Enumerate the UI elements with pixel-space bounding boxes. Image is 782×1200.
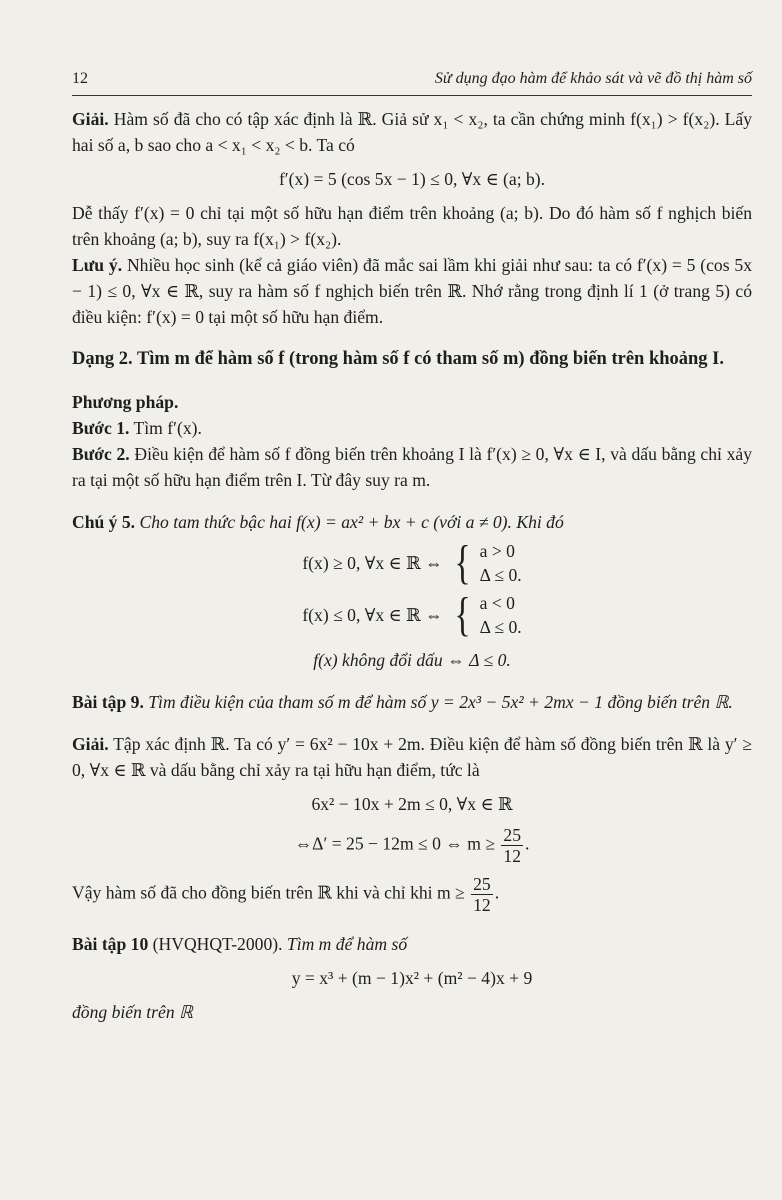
section-heading-dang-2: Dạng 2. Tìm m để hàm số f (trong hàm số f có tham số m) đồng biến trên khoảng I. xyxy=(72,349,725,369)
left-brace-icon: { xyxy=(454,536,471,589)
step-2-text: Điều kiện để hàm số f đồng biến trên khoảng I là f′(x) ≥ 0, ∀x ∈ I, và dấu bằng chỉ xảy ra tại một số hữu hạn điểm trên I. Từ đây suy ra m. xyxy=(72,444,753,490)
remark-label: Chú ý 5. xyxy=(72,512,136,532)
exercise-10 xyxy=(72,931,752,957)
page-number: 12 xyxy=(72,70,88,87)
step-1-text: Tìm f′(x). xyxy=(133,418,202,438)
note-label: Lưu ý. xyxy=(72,255,123,275)
solution-1-conclusion: Dễ thấy f′(x) = 0 chỉ tại một số hữu hạn điểm trên khoảng (a; b). Do đó hàm số f nghịch biến trên khoảng (a; b), suy ra f(x₁) > f(x₂). xyxy=(72,203,752,249)
condition-system-2 xyxy=(72,588,752,641)
system-1-left: f(x) ≥ 0, ∀x ∈ ℝ ⇔ xyxy=(302,553,443,573)
solution-label: Giải. xyxy=(72,109,109,129)
step-2-label: Bước 2. xyxy=(72,444,130,464)
sign-condition-text: f(x) không đổi dấu ⇔ Δ ≤ 0. xyxy=(313,650,511,670)
fraction-numerator: 25 xyxy=(473,874,491,894)
system-1-line-1: a > 0 xyxy=(479,541,515,561)
derivative-formula: f′(x) = 5 (cos 5x − 1) ≤ 0, ∀x ∈ (a; b). xyxy=(278,169,546,189)
solution-9-label: Giải. xyxy=(72,734,109,754)
solution-9-text: Tập xác định ℝ. Ta có y′ = 6x² − 10x + 2m. Điều kiện để hàm số đồng biến trên ℝ là y′ ≥ 0, ∀x ∈ ℝ và dấu bằng chỉ xảy ra tại hữu hạn điểm, tức là xyxy=(72,734,752,780)
exercise-10-tail xyxy=(72,999,752,1025)
step-1-label: Bước 1. xyxy=(72,418,130,438)
method-step-1 xyxy=(72,415,752,441)
left-brace-icon: { xyxy=(454,588,471,641)
equation-2: ⇔Δ′ = 25 − 12m ≤ 0 ⇔ m ≥ $\frac{25}{12}$ . xyxy=(294,825,530,866)
method-heading: Phương pháp. xyxy=(72,392,179,412)
method-step-2 xyxy=(72,441,752,493)
remark-text: Cho tam thức bậc hai f(x) = ax² + bx + c (với a ≠ 0). Khi đó xyxy=(139,512,564,532)
equation-2-text: ⇔Δ′ = 25 − 12m ≤ 0 ⇔ m ≥ xyxy=(294,833,496,854)
exercise-10-text: Tìm m để hàm số xyxy=(286,934,408,954)
exercise-10-source: (HVQHQT-2000). xyxy=(152,934,283,954)
exercise-9-label: Bài tập 9. xyxy=(72,692,144,712)
conclusion-text: Vậy hàm số đã cho đồng biến trên ℝ khi và chỉ khi m ≥ xyxy=(72,882,465,903)
fraction xyxy=(501,825,523,866)
remark-5 xyxy=(72,509,752,535)
system-2-line-1: a < 0 xyxy=(479,593,515,613)
page-header xyxy=(72,66,752,96)
fraction-numerator: 25 xyxy=(503,825,522,845)
running-title: Sử dụng đạo hàm để khảo sát và vẽ đồ thị hàm số xyxy=(434,70,752,87)
fraction-denominator: 12 xyxy=(503,846,522,866)
note-text: Nhiều học sinh (kể cả giáo viên) đã mắc sai lầm khi giải như sau: ta có f′(x) = 5 (cos 5x − 1) ≤ 0, ∀x ∈ ℝ, suy ra hàm số f nghịch biến trên ℝ. Nhớ rằng trong định lí 1 (ở trang 5) có điều kiện: f′(x) = 0 tại một số hữu hạn điểm. xyxy=(72,255,753,327)
system-1-line-2: Δ ≤ 0. xyxy=(479,565,522,585)
system-2-line-2: Δ ≤ 0. xyxy=(479,617,522,637)
exercise-10-formula: y = x³ + (m − 1)x² + (m² − 4)x + 9 xyxy=(291,968,533,988)
fraction-denominator: 12 xyxy=(473,895,491,915)
solution-text: Hàm số đã cho có tập xác định là ℝ. Giả sử x₁ < x₂, ta cần chứng minh f(x₁) > f(x₂). Lấy hai số a, b sao cho a < x₁ < x₂ < b. Ta có xyxy=(72,109,752,155)
note xyxy=(72,252,752,330)
exercise-9 xyxy=(72,689,752,715)
system-2-cases xyxy=(480,591,522,639)
solution-9-conclusion: Vậy hàm số đã cho đồng biến trên ℝ khi và chỉ khi m ≥ $\frac{25}{12}$ . xyxy=(72,874,500,915)
fraction xyxy=(471,874,493,915)
system-2-left: f(x) ≤ 0, ∀x ∈ ℝ ⇔ xyxy=(302,605,443,625)
solution-1 xyxy=(72,106,752,158)
condition-system-1 xyxy=(72,536,752,589)
exercise-10-label: Bài tập 10 xyxy=(72,934,149,954)
exercise-9-text: Tìm điều kiện của tham số m để hàm số y = 2x³ − 5x² + 2mx − 1 đồng biến trên ℝ. xyxy=(148,692,733,712)
system-1-cases xyxy=(480,539,522,587)
solution-9 xyxy=(72,731,752,783)
exercise-10-tail-text: đồng biến trên ℝ xyxy=(72,1002,193,1022)
equation-1: 6x² − 10x + 2m ≤ 0, ∀x ∈ ℝ xyxy=(311,794,513,814)
sign-condition xyxy=(72,647,752,673)
